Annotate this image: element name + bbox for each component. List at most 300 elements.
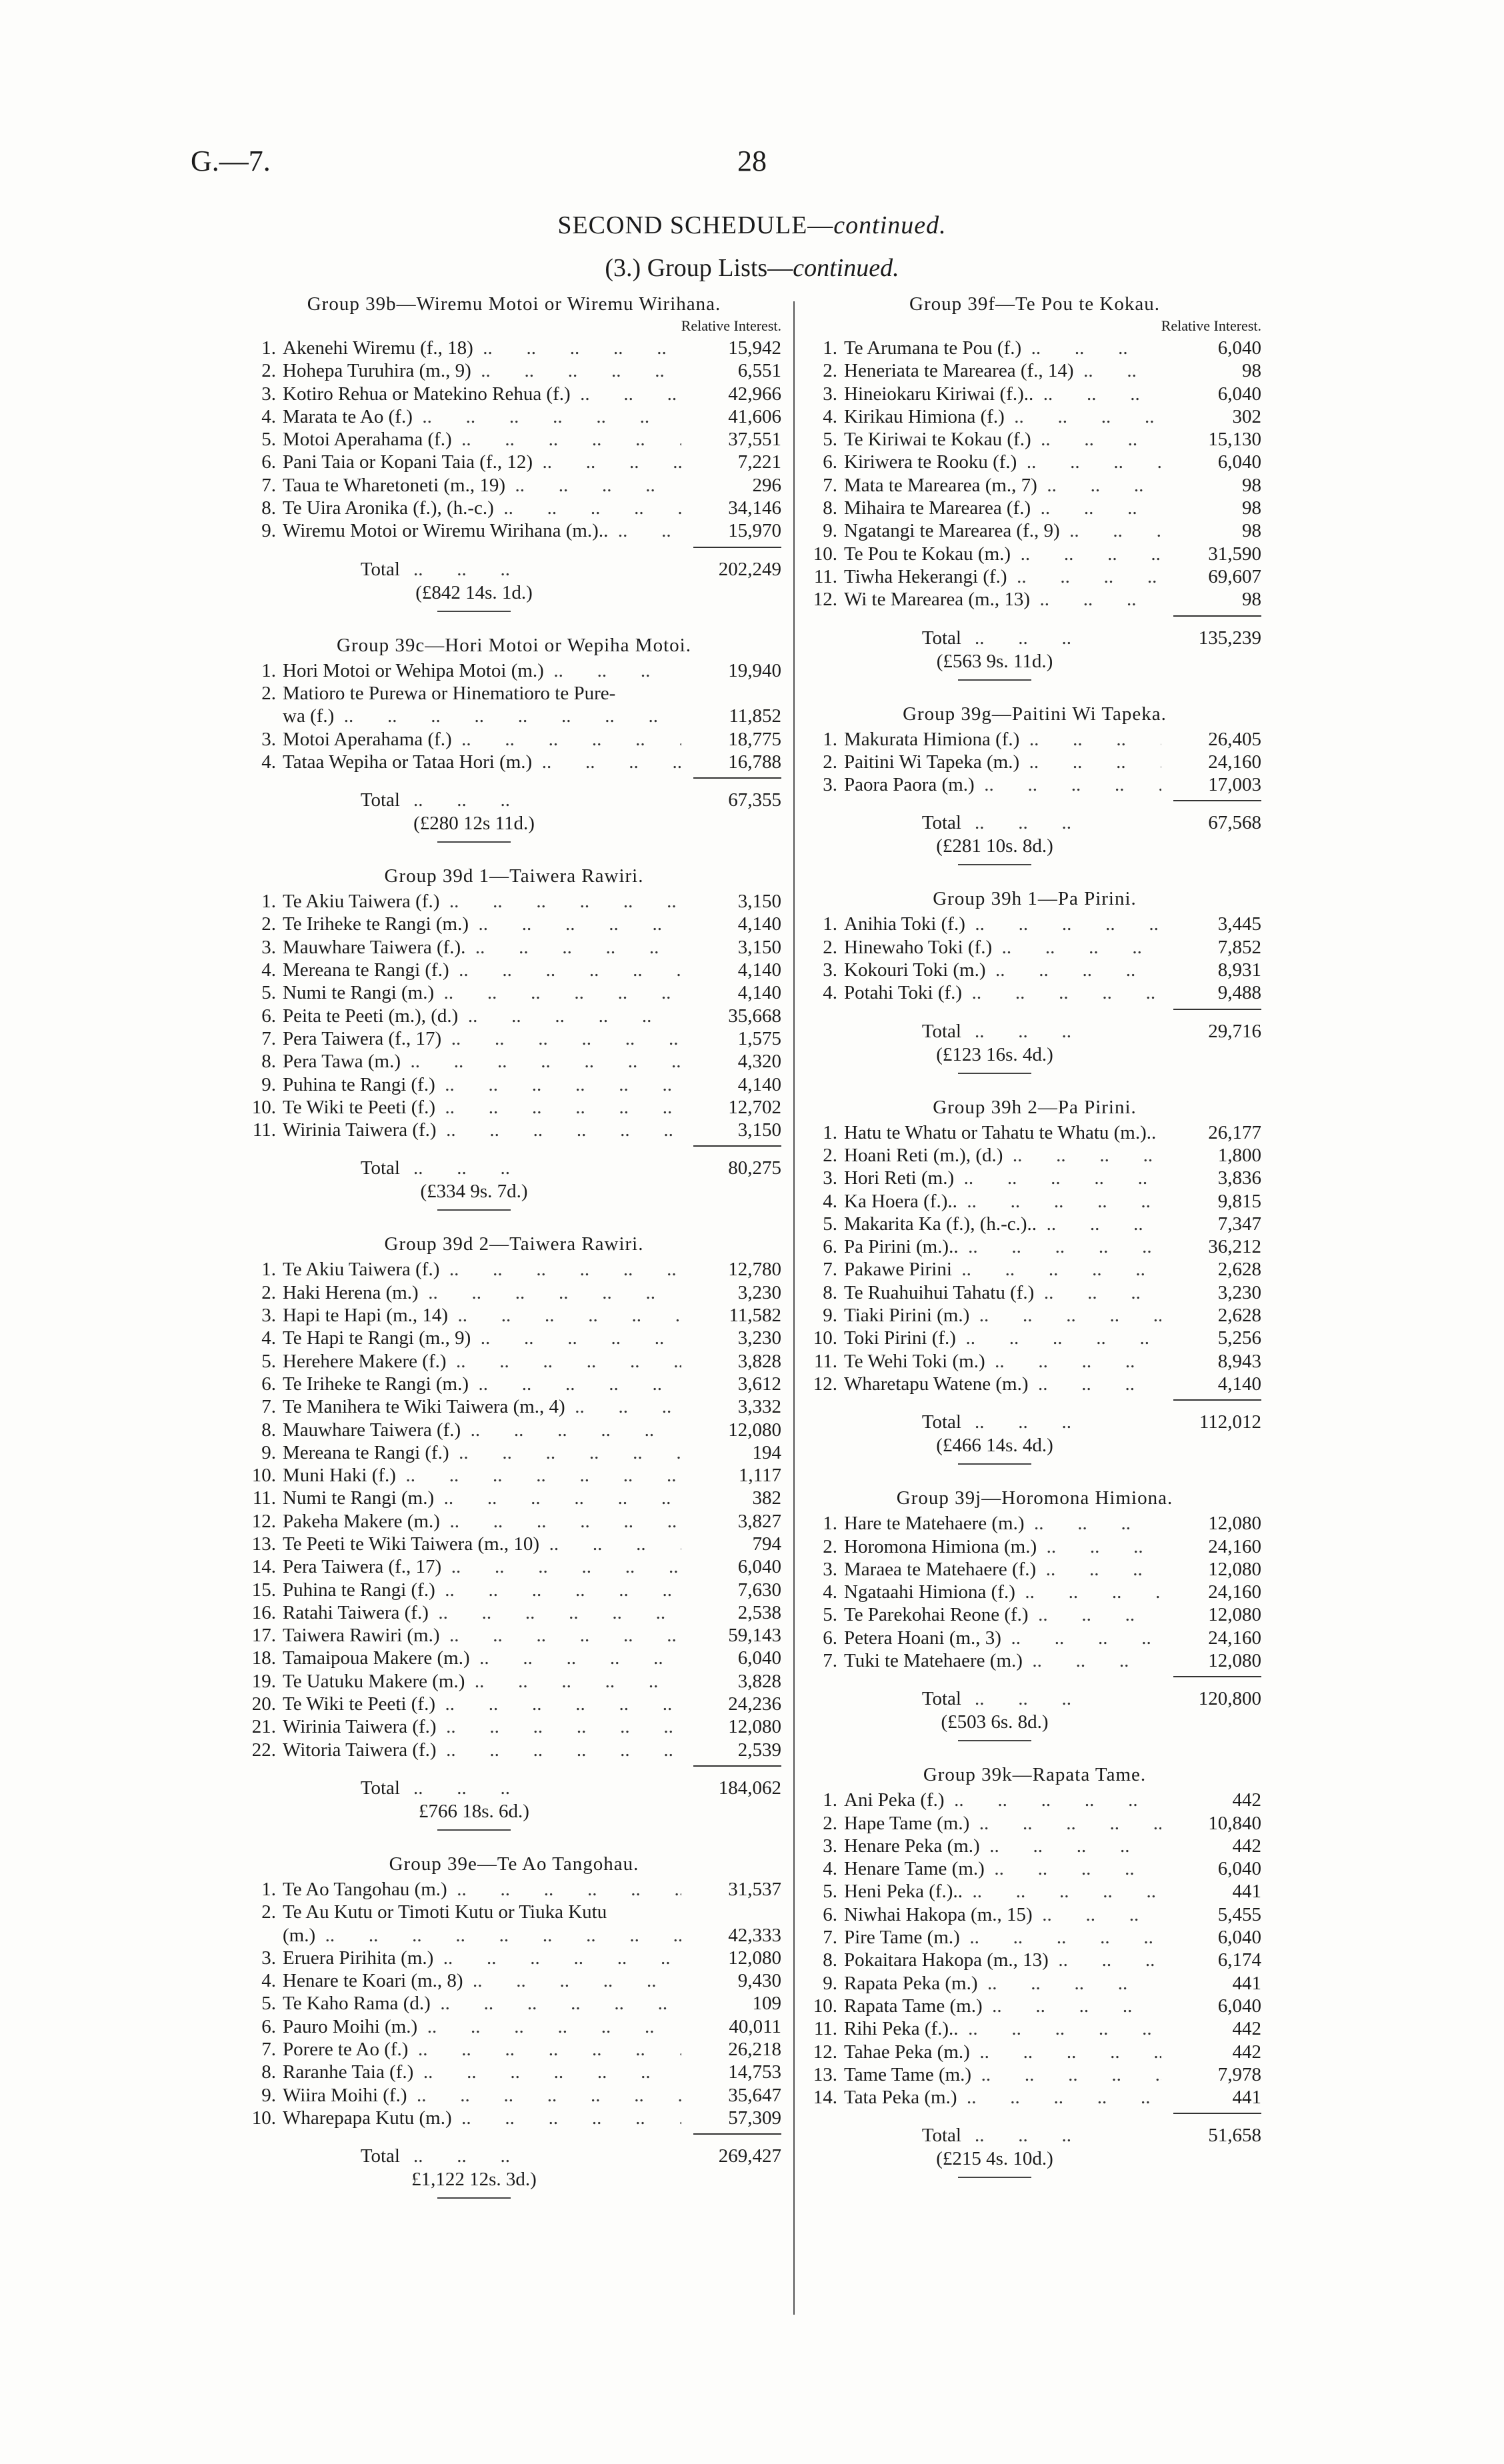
owner-name: Henare Peka (m.) ..: [844, 1835, 1161, 1857]
list-item: [808, 1903, 1261, 1926]
item-number: 2.: [823, 751, 837, 773]
item-number: 10.: [813, 543, 837, 565]
item-number: 4.: [261, 751, 276, 773]
column-divider: [793, 301, 795, 2315]
list-item: [247, 428, 781, 451]
list-item: [808, 1190, 1261, 1213]
item-number: 1.: [823, 1121, 837, 1143]
item-number: 10.: [813, 1995, 837, 2017]
total-row: [808, 626, 1261, 650]
left-column: [247, 293, 781, 2199]
money-value: (£503 6s. 8d.): [941, 1711, 1049, 1733]
total-row: [808, 1687, 1261, 1711]
item-number: 12.: [251, 1510, 276, 1532]
owner-name: Muni Haki (f.) ..: [283, 1464, 681, 1487]
item-number: 2.: [823, 1144, 837, 1166]
interest-value: 12,080: [728, 1947, 781, 1969]
list-item: [808, 751, 1261, 773]
interest-value: 6,040: [1217, 1995, 1261, 2017]
section-rule: [437, 2197, 511, 2199]
interest-value: 3,150: [737, 1119, 781, 1141]
item-number: 1.: [261, 891, 276, 913]
relative-interest-header: Relative Interest.: [1161, 317, 1261, 334]
list-item: [808, 405, 1261, 428]
list-item: [808, 1627, 1261, 1649]
owner-name: Hare te Matehaere (m.) ..: [844, 1512, 1161, 1535]
owner-name: Ka Hoera (f.).. ..: [844, 1190, 1161, 1213]
interest-value: 24,160: [1208, 1581, 1261, 1603]
total-leader-dots: .. .. ..: [975, 627, 1071, 649]
section-rule: [437, 1829, 511, 1831]
list-item: [808, 1373, 1261, 1395]
owner-name: Petera Hoani (m., 3) ..: [844, 1627, 1161, 1649]
total-label: Total: [921, 1020, 961, 1042]
interest-value: 442: [1232, 1789, 1261, 1811]
owner-name: Te Kiriwai te Kokau (f.) ..: [844, 428, 1161, 451]
total-row: [247, 557, 781, 581]
total-value: 67,568: [1208, 812, 1261, 834]
total-leader-dots: .. .. ..: [413, 2145, 510, 2167]
item-number: 6.: [823, 1903, 837, 1925]
list-item: [808, 451, 1261, 473]
list-item: [808, 588, 1261, 611]
interest-value: 3,828: [737, 1350, 781, 1372]
total-leader-dots: .. .. ..: [975, 1411, 1071, 1433]
item-number: 9.: [261, 1073, 276, 1095]
item-number: 5.: [823, 1213, 837, 1235]
list-item: [247, 474, 781, 497]
money-value: (£842 14s. 1d.): [415, 581, 533, 603]
total-label: Total: [360, 558, 400, 580]
owner-name: Makarita Ka (f.), (h.-c.).. ..: [844, 1213, 1161, 1235]
list-item: [808, 428, 1261, 451]
item-number: 8.: [261, 1419, 276, 1441]
list-item: [247, 936, 781, 959]
total-row: [808, 1410, 1261, 1434]
owner-name: Anihia Toki (f.) ..: [844, 913, 1161, 935]
interest-value: 441: [1232, 1972, 1261, 1994]
list-item: [247, 1670, 781, 1693]
owner-name: Horomona Himiona (m.) ..: [844, 1535, 1161, 1558]
list-item: [808, 1789, 1261, 1811]
item-number: 5.: [261, 1350, 276, 1372]
item-number: 19.: [251, 1670, 276, 1692]
list-item: [247, 682, 781, 705]
interest-value: 6,040: [1217, 337, 1261, 359]
owner-name: Hatu te Whatu or Tahatu te Whatu (m.).. ..: [844, 1121, 1161, 1144]
item-number: 2.: [261, 1901, 276, 1923]
owner-name: Te Peeti te Wiki Taiwera (m., 10) ..: [283, 1533, 681, 1555]
item-number: 1.: [823, 1513, 837, 1535]
item-number: 6.: [823, 1627, 837, 1649]
item-number: 5.: [261, 429, 276, 451]
owner-name: Rapata Peka (m.) ..: [844, 1972, 1161, 1995]
list-item: [808, 2017, 1261, 2040]
interest-value: 6,174: [1217, 1949, 1261, 1971]
list-item: [808, 474, 1261, 497]
total-value: 202,249: [718, 558, 781, 580]
money-value: (£281 10s. 8d.): [936, 835, 1053, 857]
owner-name: Motoi Aperahama (f.) ..: [283, 428, 681, 451]
interest-value: 34,146: [728, 497, 781, 519]
item-number: 7.: [823, 1649, 837, 1671]
item-number: 12.: [813, 589, 837, 611]
total-value: 184,062: [718, 1777, 781, 1799]
interest-value: 2,628: [1217, 1305, 1261, 1327]
group-title: Group 39c—Hori Motoi or Wepiha Motoi.: [337, 634, 691, 656]
item-number: 15.: [251, 1579, 276, 1601]
interest-value: 15,942: [728, 337, 781, 359]
list-item: [247, 1969, 781, 1992]
section-rule: [437, 841, 511, 843]
owner-name: Pera Taiwera (f., 17) ..: [283, 1555, 681, 1578]
item-number: 18.: [251, 1647, 276, 1669]
interest-value: 24,160: [1208, 1627, 1261, 1649]
interest-value: 26,218: [728, 2039, 781, 2061]
interest-value: 41,606: [728, 405, 781, 427]
interest-value: 4,140: [737, 982, 781, 1004]
owner-name: Ngatangi te Marearea (f., 9) ..: [844, 519, 1161, 542]
list-item: [808, 1121, 1261, 1144]
owner-name: Te Uatuku Makere (m.) ..: [283, 1670, 681, 1693]
owner-name: Pa Pirini (m.).. ..: [844, 1235, 1161, 1258]
item-number: 9.: [261, 1441, 276, 1463]
item-number: 9.: [823, 520, 837, 542]
interest-value: 37,551: [728, 429, 781, 451]
sum-rule: [693, 777, 781, 779]
item-number: 7.: [261, 474, 276, 496]
owner-name: Ratahi Taiwera (f.) ..: [283, 1601, 681, 1624]
item-number: 1.: [823, 728, 837, 750]
item-number: 3.: [261, 1305, 276, 1327]
owner-name: Mihaira te Marearea (f.) ..: [844, 497, 1161, 519]
owner-name: Paora Paora (m.) ..: [844, 773, 1161, 796]
list-item: [247, 383, 781, 405]
owner-name: Wiremu Motoi or Wiremu Wirihana (m.).. ..: [283, 519, 681, 542]
item-number: 2.: [261, 682, 276, 704]
item-number: 8.: [823, 497, 837, 519]
item-number: 9.: [823, 1305, 837, 1327]
item-number: 5.: [261, 1993, 276, 2015]
interest-value: 3,230: [1217, 1281, 1261, 1303]
list-item: [247, 1924, 781, 1947]
interest-value: 12,080: [728, 1716, 781, 1738]
list-item: [247, 1073, 781, 1096]
interest-value: 24,160: [1208, 751, 1261, 773]
interest-value: 35,647: [728, 2084, 781, 2106]
section-rule: [437, 1209, 511, 1211]
interest-value: 36,212: [1208, 1236, 1261, 1258]
interest-value: 35,668: [728, 1005, 781, 1027]
owner-name: Witoria Taiwera (f.) ..: [283, 1739, 681, 1761]
interest-value: 98: [1242, 520, 1261, 542]
item-number: 2.: [823, 1812, 837, 1834]
item-number: 1.: [261, 1878, 276, 1900]
interest-value: 15,970: [728, 520, 781, 542]
sum-rule: [693, 1765, 781, 1767]
owner-name: Tata Peka (m.) ..: [844, 2086, 1161, 2109]
item-number: 14.: [813, 2087, 837, 2109]
interest-value: 24,160: [1208, 1535, 1261, 1557]
owner-name: Numi te Rangi (m.) ..: [283, 1487, 681, 1509]
interest-value: 42,333: [728, 1924, 781, 1946]
owner-name: Mauwhare Taiwera (f.) ..: [283, 1419, 681, 1441]
item-number: 4.: [261, 1327, 276, 1349]
item-number: 7.: [261, 2039, 276, 2061]
interest-value: 442: [1232, 1835, 1261, 1857]
total-row: [247, 1776, 781, 1800]
owner-name: Rihi Peka (f.).. ..: [844, 2017, 1161, 2040]
total-leader-dots: .. .. ..: [413, 1777, 510, 1799]
owner-name: Hohepa Turuhira (m., 9) ..: [283, 359, 681, 382]
owner-name: Tamaipoua Makere (m.) ..: [283, 1647, 681, 1669]
interest-value: 59,143: [728, 1625, 781, 1647]
interest-value: 12,080: [1208, 1513, 1261, 1535]
owner-name: Te Hapi te Rangi (m., 9) ..: [283, 1327, 681, 1349]
item-number: 2.: [823, 936, 837, 958]
interest-value: 4,140: [737, 959, 781, 981]
owner-name: Te Iriheke te Rangi (m.) ..: [283, 1373, 681, 1395]
owner-name: Pakawe Pirini ..: [844, 1258, 1161, 1281]
interest-value: 3,828: [737, 1670, 781, 1692]
owner-name: Peita te Peeti (m.), (d.) ..: [283, 1005, 681, 1027]
interest-value: 2,539: [737, 1739, 781, 1761]
owner-name: Pani Taia or Kopani Taia (f., 12) ..: [283, 451, 681, 473]
owner-name: Porere te Ao (f.) ..: [283, 2038, 681, 2061]
list-item: [247, 728, 781, 751]
total-label: Total: [360, 1777, 400, 1799]
group-title: Group 39e—Te Ao Tangohau.: [389, 1853, 639, 1875]
interest-value: 98: [1242, 589, 1261, 611]
total-leader-dots: .. .. ..: [413, 1157, 510, 1179]
interest-value: 794: [752, 1533, 781, 1555]
sum-rule: [1173, 1009, 1261, 1010]
list-item: [247, 1373, 781, 1395]
interest-value: 6,551: [737, 360, 781, 382]
list-item: [247, 1419, 781, 1441]
item-number: 2.: [261, 913, 276, 935]
schedule-title: SECOND SCHEDULE—continued.: [557, 211, 947, 239]
interest-value: 98: [1242, 360, 1261, 382]
item-number: 11.: [252, 1119, 276, 1141]
list-item: [247, 2084, 781, 2107]
owner-name: Ngataahi Himiona (f.) ..: [844, 1581, 1161, 1603]
owner-name: Haki Herena (m.) ..: [283, 1281, 681, 1304]
total-leader-dots: .. .. ..: [975, 812, 1071, 834]
item-number: 9.: [823, 1972, 837, 1994]
owner-name: Pera Taiwera (f., 17) ..: [283, 1027, 681, 1050]
interest-value: 6,040: [737, 1647, 781, 1669]
interest-value: 6,040: [1217, 1927, 1261, 1949]
interest-value: 441: [1232, 1881, 1261, 1903]
interest-value: 14,753: [728, 2061, 781, 2083]
group-section: [247, 293, 781, 612]
item-number: 10.: [251, 2107, 276, 2129]
list-item: [247, 1096, 781, 1119]
list-item: [808, 1880, 1261, 1903]
item-number: 13.: [251, 1533, 276, 1555]
list-item: [247, 1005, 781, 1027]
interest-value: 7,347: [1217, 1213, 1261, 1235]
owner-name: Tahae Peka (m.) ..: [844, 2041, 1161, 2063]
list-item: [808, 1812, 1261, 1835]
interest-value: 2,538: [737, 1601, 781, 1623]
list-item: [808, 1995, 1261, 2017]
owner-name: Puhina te Rangi (f.) ..: [283, 1579, 681, 1601]
item-number: 7.: [261, 1396, 276, 1418]
list-item: [808, 1258, 1261, 1281]
total-leader-dots: .. .. ..: [975, 1020, 1071, 1042]
list-item: [247, 705, 781, 727]
interest-value: 6,040: [1217, 383, 1261, 405]
list-item: [808, 1558, 1261, 1581]
item-number: 4.: [823, 1858, 837, 1880]
interest-value: 3,150: [737, 891, 781, 913]
item-number: 7.: [823, 1927, 837, 1949]
group-title: Group 39j—Horomona Himiona.: [896, 1487, 1173, 1509]
interest-value: 2,628: [1217, 1259, 1261, 1281]
interest-value: [681, 682, 781, 705]
item-number: 5.: [261, 982, 276, 1004]
list-item: [247, 1350, 781, 1373]
item-number: 8.: [261, 1051, 276, 1073]
item-number: 6.: [823, 1236, 837, 1258]
total-row: [808, 2123, 1261, 2147]
owner-name: Wiira Moihi (f.) ..: [283, 2084, 681, 2107]
sum-rule: [1173, 2113, 1261, 2114]
group-title: Group 39f—Te Pou te Kokau.: [909, 293, 1160, 315]
group-lists-subtitle: (3.) Group Lists—continued.: [605, 254, 899, 282]
list-item: [247, 1878, 781, 1901]
interest-value: 1,800: [1217, 1144, 1261, 1166]
item-number: 1.: [261, 659, 276, 681]
interest-value: 12,080: [1208, 1604, 1261, 1626]
item-number: 11.: [252, 1487, 276, 1509]
group-section: [808, 1764, 1261, 2178]
list-item: [247, 659, 781, 682]
item-number: 12.: [813, 1373, 837, 1395]
section-rule: [437, 611, 511, 612]
owner-name: Motoi Aperahama (f.) ..: [283, 728, 681, 751]
list-item: [247, 451, 781, 473]
list-item: [247, 1327, 781, 1349]
group-title: Group 39d 2—Taiwera Rawiri.: [384, 1233, 644, 1255]
item-number: 6.: [823, 451, 837, 473]
item-number: 4.: [823, 982, 837, 1004]
list-item: [808, 1972, 1261, 1995]
money-value: (£563 9s. 11d.): [936, 650, 1053, 672]
interest-value: 3,150: [737, 936, 781, 958]
list-item: [247, 1487, 781, 1509]
item-number: 13.: [813, 2063, 837, 2085]
owner-name: Te Ao Tangohau (m.) ..: [283, 1878, 681, 1901]
list-item: [247, 751, 781, 773]
owner-name: (m.) ..: [283, 1924, 681, 1947]
list-item: [247, 359, 781, 382]
section-rule: [958, 864, 1031, 865]
total-value: 29,716: [1208, 1020, 1261, 1042]
interest-value: 17,003: [1208, 774, 1261, 796]
interest-value: 6,040: [1217, 451, 1261, 473]
item-number: 3.: [823, 1835, 837, 1857]
interest-value: 7,630: [737, 1579, 781, 1601]
list-item: [808, 1649, 1261, 1672]
sum-rule: [1173, 1399, 1261, 1401]
item-number: 4.: [823, 1190, 837, 1212]
list-item: [808, 1926, 1261, 1949]
list-item: [808, 773, 1261, 796]
money-value: (£334 9s. 7d.): [420, 1181, 528, 1203]
interest-value: 24,236: [728, 1693, 781, 1715]
group-title: Group 39d 1—Taiwera Rawiri.: [384, 865, 644, 887]
total-row: [808, 811, 1261, 835]
total-leader-dots: .. .. ..: [975, 2125, 1071, 2147]
owner-name: Tataa Wepiha or Tataa Hori (m.) ..: [283, 751, 681, 773]
interest-value: 7,852: [1217, 936, 1261, 958]
owner-name: Hori Reti (m.) ..: [844, 1167, 1161, 1189]
item-number: 5.: [823, 429, 837, 451]
interest-value: 69,607: [1208, 565, 1261, 587]
interest-value: 1,117: [738, 1465, 781, 1487]
section-rule: [958, 679, 1031, 681]
list-item: [247, 405, 781, 428]
money-value: (£466 14s. 4d.): [936, 1435, 1053, 1457]
list-item: [247, 1901, 781, 1923]
owner-name: Ani Peka (f.) ..: [844, 1789, 1161, 1811]
interest-value: 12,702: [728, 1096, 781, 1118]
interest-value: 31,590: [1208, 543, 1261, 565]
item-number: 4.: [823, 1581, 837, 1603]
owner-name: Hapi te Hapi (m., 14) ..: [283, 1304, 681, 1327]
interest-value: 11,582: [729, 1305, 781, 1327]
owner-name: Niwhai Hakopa (m., 15) ..: [844, 1903, 1161, 1926]
owner-name: Wharetapu Watene (m.) ..: [844, 1373, 1161, 1395]
item-number: 4.: [261, 959, 276, 981]
total-value: 67,355: [728, 789, 781, 811]
interest-value: 194: [752, 1441, 781, 1463]
interest-value: 42,966: [728, 383, 781, 405]
item-number: 3.: [823, 1167, 837, 1189]
list-item: [808, 728, 1261, 751]
interest-value: [681, 1901, 781, 1923]
list-item: [247, 519, 781, 542]
total-value: 269,427: [718, 2145, 781, 2167]
list-item: [247, 1119, 781, 1141]
list-item: [808, 1512, 1261, 1535]
interest-value: 441: [1232, 2087, 1261, 2109]
interest-value: 12,080: [728, 1419, 781, 1441]
owner-name: Mereana te Rangi (f.) ..: [283, 959, 681, 981]
list-item: [808, 1581, 1261, 1603]
group-title: Group 39b—Wiremu Motoi or Wiremu Wirihana.: [307, 293, 721, 315]
total-leader-dots: .. .. ..: [413, 789, 510, 811]
interest-value: 8,943: [1217, 1350, 1261, 1372]
list-item: [247, 890, 781, 913]
interest-value: 12,780: [728, 1259, 781, 1281]
owner-name: Te Au Kutu or Timoti Kutu or Tiuka Kutu: [283, 1901, 607, 1923]
total-row: [247, 2144, 781, 2168]
item-number: 9.: [261, 520, 276, 542]
list-item: [808, 497, 1261, 519]
item-number: 3.: [823, 1558, 837, 1580]
list-item: [247, 1533, 781, 1555]
owner-name: Henare te Koari (m., 8) ..: [283, 1969, 681, 1992]
owner-name: Wharepapa Kutu (m.) ..: [283, 2107, 681, 2129]
interest-value: 8,931: [1217, 959, 1261, 981]
list-item: [247, 959, 781, 981]
interest-value: 3,230: [737, 1327, 781, 1349]
owner-name: Pera Tawa (m.) ..: [283, 1050, 681, 1073]
